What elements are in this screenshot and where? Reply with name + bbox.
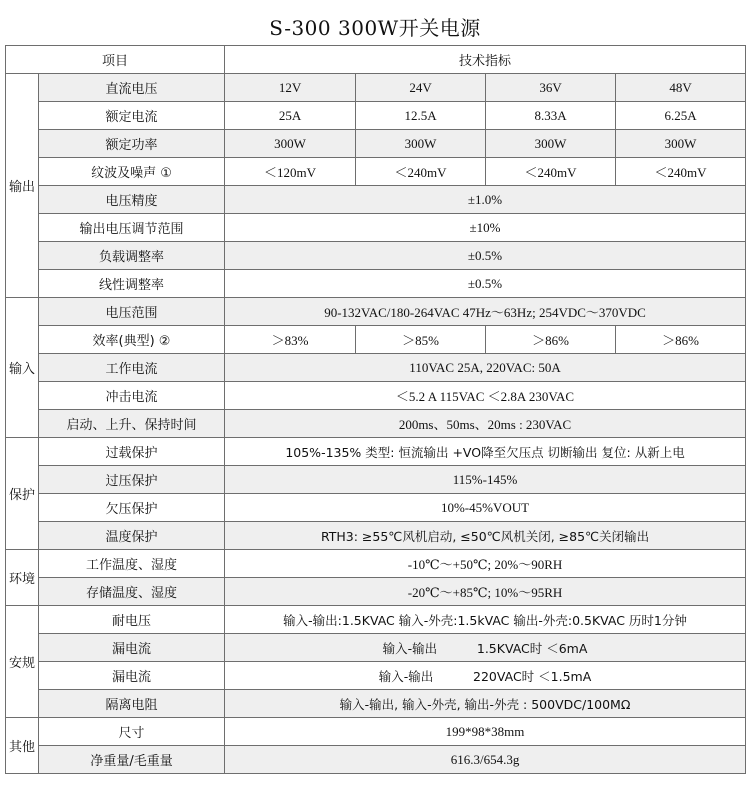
cell-value: 199*98*38mm [225, 718, 746, 746]
cell-value: ＜240mV [356, 158, 486, 186]
table-row [6, 130, 746, 158]
table-row [6, 466, 746, 494]
table-row [6, 662, 746, 690]
cell-value: 8.33A [486, 102, 616, 130]
table-row [6, 214, 746, 242]
table-row [6, 74, 746, 102]
cell-value: ±0.5% [225, 242, 746, 270]
group-output: 输出 [6, 74, 39, 298]
row-label: 线性调整率 [39, 270, 225, 298]
table-row [6, 606, 746, 634]
cell-value: 输入-输出:1.5KVAC 输入-外壳:1.5kVAC 输出-外壳:0.5KVAC 历时1分钟 [225, 606, 746, 634]
cell-value: 10%-45%VOUT [225, 494, 746, 522]
group-safety: 安规 [6, 606, 39, 718]
cell-value: 输入-输出 220VAC时 ＜1.5mA [225, 662, 746, 690]
table-row [6, 298, 746, 326]
row-label: 电压精度 [39, 186, 225, 214]
cell-value: ＞83% [225, 326, 356, 354]
table-row [6, 158, 746, 186]
table-row [6, 186, 746, 214]
cell-value: 300W [225, 130, 356, 158]
cell-value: 输入-输出 1.5KVAC时 ＜6mA [225, 634, 746, 662]
cell-value: 110VAC 25A, 220VAC: 50A [225, 354, 746, 382]
row-label: 工作温度、湿度 [39, 550, 225, 578]
cell-value: ±1.0% [225, 186, 746, 214]
table-row [6, 410, 746, 438]
cell-value: 6.25A [616, 102, 746, 130]
table-row [6, 354, 746, 382]
table-row [6, 242, 746, 270]
row-label: 净重量/毛重量 [39, 746, 225, 774]
row-label: 过压保护 [39, 466, 225, 494]
cell-value: RTH3: ≥55℃风机启动, ≤50℃风机关闭, ≥85℃关闭输出 [225, 522, 746, 550]
cell-value: 300W [486, 130, 616, 158]
cell-value: ＜240mV [616, 158, 746, 186]
row-label: 尺寸 [39, 718, 225, 746]
row-label: 工作电流 [39, 354, 225, 382]
cell-value: ±0.5% [225, 270, 746, 298]
cell-value: 115%-145% [225, 466, 746, 494]
cell-value: 48V [616, 74, 746, 102]
cell-value: 12V [225, 74, 356, 102]
table-row [6, 102, 746, 130]
row-label: 漏电流 [39, 662, 225, 690]
spec-table [5, 45, 746, 774]
table-row [6, 550, 746, 578]
group-other: 其他 [6, 718, 39, 774]
cell-value: 24V [356, 74, 486, 102]
row-label: 存储温度、湿度 [39, 578, 225, 606]
cell-value: ＞85% [356, 326, 486, 354]
table-header-row [6, 46, 746, 74]
row-label: 额定电流 [39, 102, 225, 130]
row-label: 耐电压 [39, 606, 225, 634]
cell-value: 12.5A [356, 102, 486, 130]
cell-value: 25A [225, 102, 356, 130]
cell-value: -10℃～+50℃; 20%～90RH [225, 550, 746, 578]
spec-sheet [5, 12, 745, 774]
row-label: 电压范围 [39, 298, 225, 326]
cell-value: 300W [616, 130, 746, 158]
row-label: 输出电压调节范围 [39, 214, 225, 242]
row-label: 额定功率 [39, 130, 225, 158]
cell-value: 300W [356, 130, 486, 158]
cell-value: ＜5.2 A 115VAC ＜2.8A 230VAC [225, 382, 746, 410]
cell-value: ＜240mV [486, 158, 616, 186]
table-row [6, 578, 746, 606]
cell-value: 616.3/654.3g [225, 746, 746, 774]
page-title: S-300 300W开关电源 [269, 16, 481, 40]
cell-value: ＞86% [616, 326, 746, 354]
row-label: 漏电流 [39, 634, 225, 662]
row-label: 纹波及噪声 ① [39, 158, 225, 186]
row-label: 直流电压 [39, 74, 225, 102]
row-label: 冲击电流 [39, 382, 225, 410]
table-row [6, 690, 746, 718]
header-item: 项目 [6, 46, 225, 74]
row-label: 温度保护 [39, 522, 225, 550]
row-label: 过载保护 [39, 438, 225, 466]
table-row [6, 270, 746, 298]
table-row [6, 718, 746, 746]
table-row [6, 382, 746, 410]
table-row [6, 522, 746, 550]
cell-value: ±10% [225, 214, 746, 242]
cell-value: ＞86% [486, 326, 616, 354]
row-label: 启动、上升、保持时间 [39, 410, 225, 438]
group-environment: 环境 [6, 550, 39, 606]
cell-value: 90-132VAC/180-264VAC 47Hz～63Hz; 254VDC～370VDC [225, 298, 746, 326]
row-label: 欠压保护 [39, 494, 225, 522]
group-protection: 保护 [6, 438, 39, 550]
table-row [6, 746, 746, 774]
table-row [6, 326, 746, 354]
table-row [6, 634, 746, 662]
table-row [6, 494, 746, 522]
row-label: 隔离电阻 [39, 690, 225, 718]
cell-value: ＜120mV [225, 158, 356, 186]
row-label: 负载调整率 [39, 242, 225, 270]
table-row [6, 438, 746, 466]
cell-value: 105%-135% 类型: 恒流输出 +VO降至欠压点 切断输出 复位: 从新上电 [225, 438, 746, 466]
cell-value: -20℃～+85℃; 10%～95RH [225, 578, 746, 606]
header-spec: 技术指标 [225, 46, 746, 74]
cell-value: 输入-输出, 输入-外壳, 输出-外壳 : 500VDC/100MΩ [225, 690, 746, 718]
cell-value: 36V [486, 74, 616, 102]
group-input: 输入 [6, 298, 39, 438]
row-label: 效率(典型) ② [39, 326, 225, 354]
cell-value: 200ms、50ms、20ms : 230VAC [225, 410, 746, 438]
